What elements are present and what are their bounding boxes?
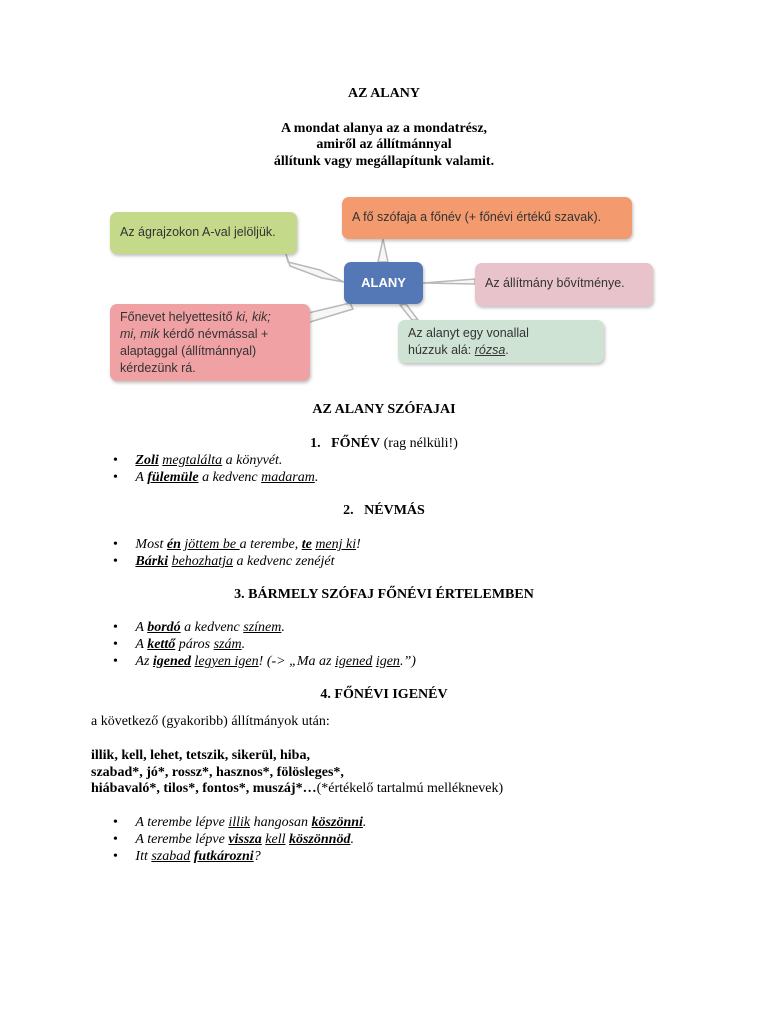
section-2-heading: 2. NÉVMÁS (343, 503, 425, 518)
list-item: • Itt szabad futkározni? (113, 849, 261, 864)
list-item: • A bordó a kedvenc színem. (113, 620, 285, 635)
diagram-box-complement: Az állítmány bővítménye. (475, 263, 653, 306)
list-item: • Zoli megtalálta a könyvét. (113, 453, 283, 468)
page-title: AZ ALANY (348, 86, 420, 101)
diagram-box-word-class: A fő szófaja a főnév (+ főnévi értékű szavak). (342, 197, 632, 239)
section-title: AZ ALANY SZÓFAJAI (312, 402, 456, 417)
section-3-heading: 3. BÁRMELY SZÓFAJ FŐNÉVI ÉRTELEMBEN (234, 587, 534, 602)
definition-line-3: állítunk vagy megállapítunk valamit. (273, 154, 495, 169)
diagram-box-question: Főnevet helyettesítő ki, kik; mi, mik kérdő névmással + alaptaggal (állítmánnyal) kérdezünk rá. (110, 304, 310, 381)
list-item: • Az igened legyen igen! (-> „Ma az igened igen.”) (113, 654, 416, 669)
predicate-list-line-1: illik, kell, lehet, tetszik, sikerül, hiba, (91, 748, 310, 763)
diagram-box-underline: Az alanyt egy vonallal húzzuk alá: rózsa. (398, 320, 604, 363)
section-1-heading: 1. FŐNÉV (rag nélküli!) (310, 436, 458, 451)
predicate-list-line-2: szabad*, jó*, rossz*, hasznos*, fölösleges*, (91, 765, 344, 780)
list-item: • A terembe lépve illik hangosan köszönni. (113, 815, 367, 830)
list-item: • A terembe lépve vissza kell köszönnöd. (113, 832, 354, 847)
diagram-center-alany: ALANY (344, 262, 423, 304)
definition-line-2: amiről az állítmánnyal (316, 137, 452, 152)
list-item: • Most én jöttem be a terembe, te menj ki! (113, 537, 361, 552)
list-item: • Bárki behozhatja a kedvenc zenéjét (113, 554, 335, 569)
list-item: • A fülemüle a kedvenc madaram. (113, 470, 319, 485)
section-4-intro: a következő (gyakoribb) állítmányok után: (91, 714, 330, 729)
definition-line-1: A mondat alanya az a mondatrész, (280, 121, 488, 136)
list-item: • A kettő páros szám. (113, 637, 246, 652)
predicate-list-line-3: hiábavaló*, tilos*, fontos*, muszáj*…(*értékelő tartalmú melléknevek) (91, 781, 504, 796)
diagram-box-notation: Az ágrajzokon A-val jelöljük. (110, 212, 297, 254)
section-4-heading: 4. FŐNÉVI IGENÉV (320, 687, 448, 702)
